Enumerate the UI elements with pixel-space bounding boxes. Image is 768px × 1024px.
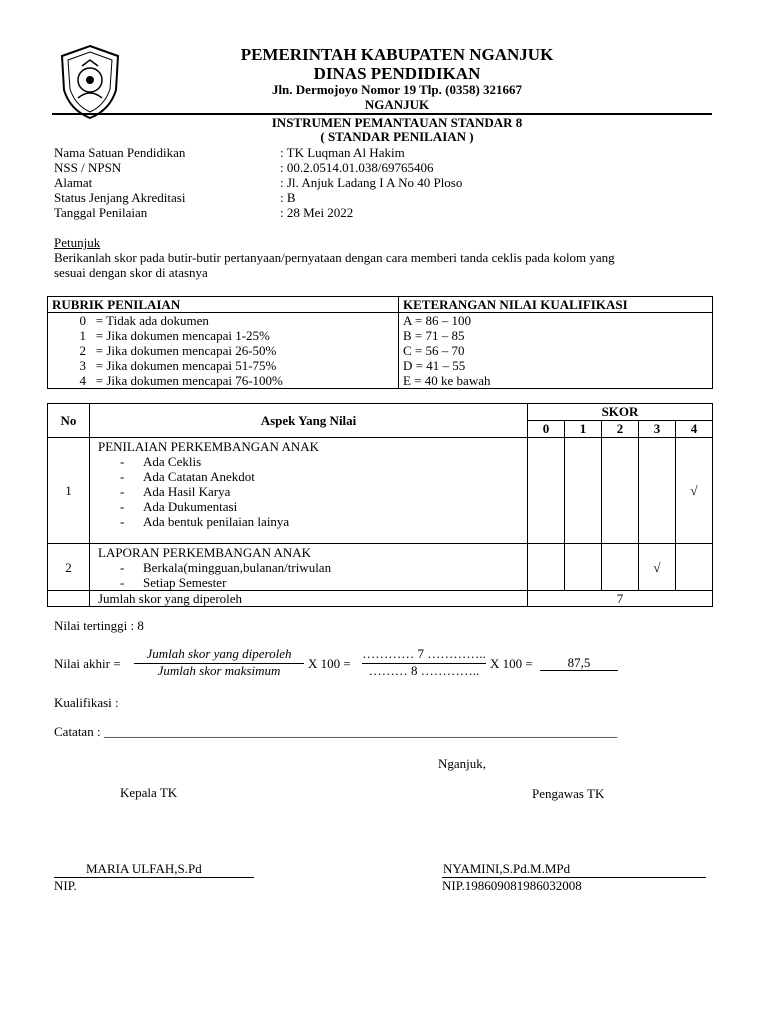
list-item: - Ada Dukumentasi — [120, 499, 238, 514]
list-item: - Ada Hasil Karya — [120, 484, 231, 499]
skor-col-4: 4 — [676, 421, 713, 438]
info-label-3: Status Jenjang Akreditasi — [54, 190, 186, 205]
info-label-1: NSS / NPSN — [54, 160, 122, 175]
fraction-denominator: Jumlah skor maksimum — [157, 663, 281, 678]
petunjuk-title: Petunjuk — [54, 235, 101, 250]
skor-col-1: 1 — [565, 421, 602, 438]
rubrik-text: = Tidak ada dokumen — [95, 313, 209, 328]
col-aspek-header: Aspek Yang Nilai — [90, 404, 528, 438]
left-nip: NIP. — [54, 878, 77, 893]
info-label-2: Alamat — [54, 175, 93, 190]
rubrik-num: 1 — [79, 328, 86, 343]
rubrik-row — [48, 373, 713, 389]
rubrik-row — [48, 328, 713, 343]
header-line1: PEMERINTAH KABUPATEN NGANJUK — [240, 45, 554, 64]
skor-col-3: 3 — [639, 421, 676, 438]
right-name: NYAMINI,S.Pd.M.MPd — [443, 861, 571, 876]
sign-place: Nganjuk, — [438, 756, 487, 771]
rubrik-row — [48, 313, 713, 329]
catatan-line: Catatan : _______________________________________________________________________________ — [54, 724, 618, 739]
x100-label-1: X 100 = — [308, 656, 351, 671]
final-score: 87,5 — [540, 656, 618, 671]
skor-col-2: 2 — [602, 421, 639, 438]
skor-col-0: 0 — [528, 421, 565, 438]
rubrik-text: = Jika dokumen mencapai 26-50% — [95, 343, 277, 358]
left-name: MARIA ULFAH,S.Pd — [86, 861, 202, 876]
list-item: - Berkala(mingguan,bulanan/triwulan — [120, 560, 332, 575]
info-label-0: Nama Satuan Pendidikan — [54, 145, 186, 160]
rubrik-row — [48, 358, 713, 373]
right-role: Pengawas TK — [532, 786, 605, 801]
header-address: Jln. Dermojoyo Nomor 19 Tlp. (0358) 321667 — [271, 82, 523, 97]
petunjuk-line1: Berikanlah skor pada butir-butir pertanyaan/pernyataan dengan cara memberi tanda ceklis pada kolom yang — [54, 250, 615, 265]
col-skor-header: SKOR — [528, 404, 713, 421]
row-no: 2 — [48, 544, 90, 591]
rubrik-text: = Jika dokumen mencapai 1-25% — [95, 328, 270, 343]
rubrik-row — [48, 343, 713, 358]
left-sign-line — [54, 877, 254, 878]
info-value-0: : TK Luqman Al Hakim — [280, 145, 405, 160]
doc-subtitle: ( STANDAR PENILAIAN ) — [320, 129, 474, 144]
nilai-tertinggi: Nilai tertinggi : 8 — [54, 618, 144, 633]
rubrik-grade: D = 41 – 55 — [399, 358, 713, 373]
rubrik-grade: B = 71 – 85 — [399, 328, 713, 343]
rubrik-text: = Jika dokumen mencapai 76-100% — [95, 373, 283, 388]
numerator-value: ………… 7 ………….. — [362, 646, 486, 661]
left-role: Kepala TK — [120, 785, 178, 800]
row-title: PENILAIAN PERKEMBANGAN ANAK — [98, 439, 319, 454]
total-row — [48, 591, 713, 607]
rubrik-header-left: RUBRIK PENILAIAN — [48, 297, 399, 313]
info-label-4: Tanggal Penilaian — [54, 205, 148, 220]
row-title: LAPORAN PERKEMBANGAN ANAK — [98, 545, 312, 560]
info-value-2: : Jl. Anjuk Ladang I A No 40 Ploso — [280, 175, 463, 190]
list-item: - Setiap Semester — [120, 575, 227, 590]
total-value: 7 — [528, 591, 713, 607]
list-item: - Ada bentuk penilaian lainya — [120, 514, 290, 529]
rubrik-num: 2 — [79, 343, 86, 358]
score-table — [47, 403, 713, 607]
rubrik-grade: E = 40 ke bawah — [399, 373, 713, 389]
total-label: Jumlah skor yang diperoleh — [90, 591, 528, 607]
rubrik-num: 0 — [79, 313, 86, 328]
rubrik-grade: A = 86 – 100 — [399, 313, 713, 329]
info-value-3: : B — [280, 190, 296, 205]
list-item: - Ada Ceklis — [120, 454, 202, 469]
rubrik-grade: C = 56 – 70 — [399, 343, 713, 358]
x100-label-2: X 100 = — [490, 656, 533, 671]
check-mark: √ — [639, 544, 676, 591]
table-row — [48, 544, 713, 591]
rubrik-text: = Jika dokumen mencapai 51-75% — [95, 358, 277, 373]
rubrik-header-right: KETERANGAN NILAI KUALIFIKASI — [399, 297, 713, 313]
table-row — [48, 438, 713, 544]
rubrik-num: 3 — [79, 358, 86, 373]
info-value-1: : 00.2.0514.01.038/69765406 — [280, 160, 434, 175]
rubrik-num: 4 — [79, 373, 86, 388]
right-nip: NIP.198609081986032008 — [442, 878, 582, 893]
nilai-akhir-label: Nilai akhir = — [54, 656, 121, 671]
kualifikasi-label: Kualifikasi : — [54, 695, 119, 710]
check-mark: √ — [676, 438, 713, 544]
doc-title: INSTRUMEN PEMANTAUAN STANDAR 8 — [271, 115, 523, 130]
header-city: NGANJUK — [364, 97, 430, 112]
list-item: - Ada Catatan Anekdot — [120, 469, 255, 484]
info-value-4: : 28 Mei 2022 — [280, 205, 354, 220]
row-no: 1 — [48, 438, 90, 544]
header-line2: DINAS PENDIDIKAN — [313, 64, 481, 83]
regency-seal-logo — [58, 44, 122, 120]
rubrik-table — [47, 296, 713, 389]
denominator-value: ……… 8 ………….. — [368, 663, 480, 678]
fraction-numerator: Jumlah skor yang diperoleh — [146, 646, 292, 661]
petunjuk-line2: sesuai dengan skor di atasnya — [54, 265, 208, 280]
col-no-header: No — [48, 404, 90, 438]
